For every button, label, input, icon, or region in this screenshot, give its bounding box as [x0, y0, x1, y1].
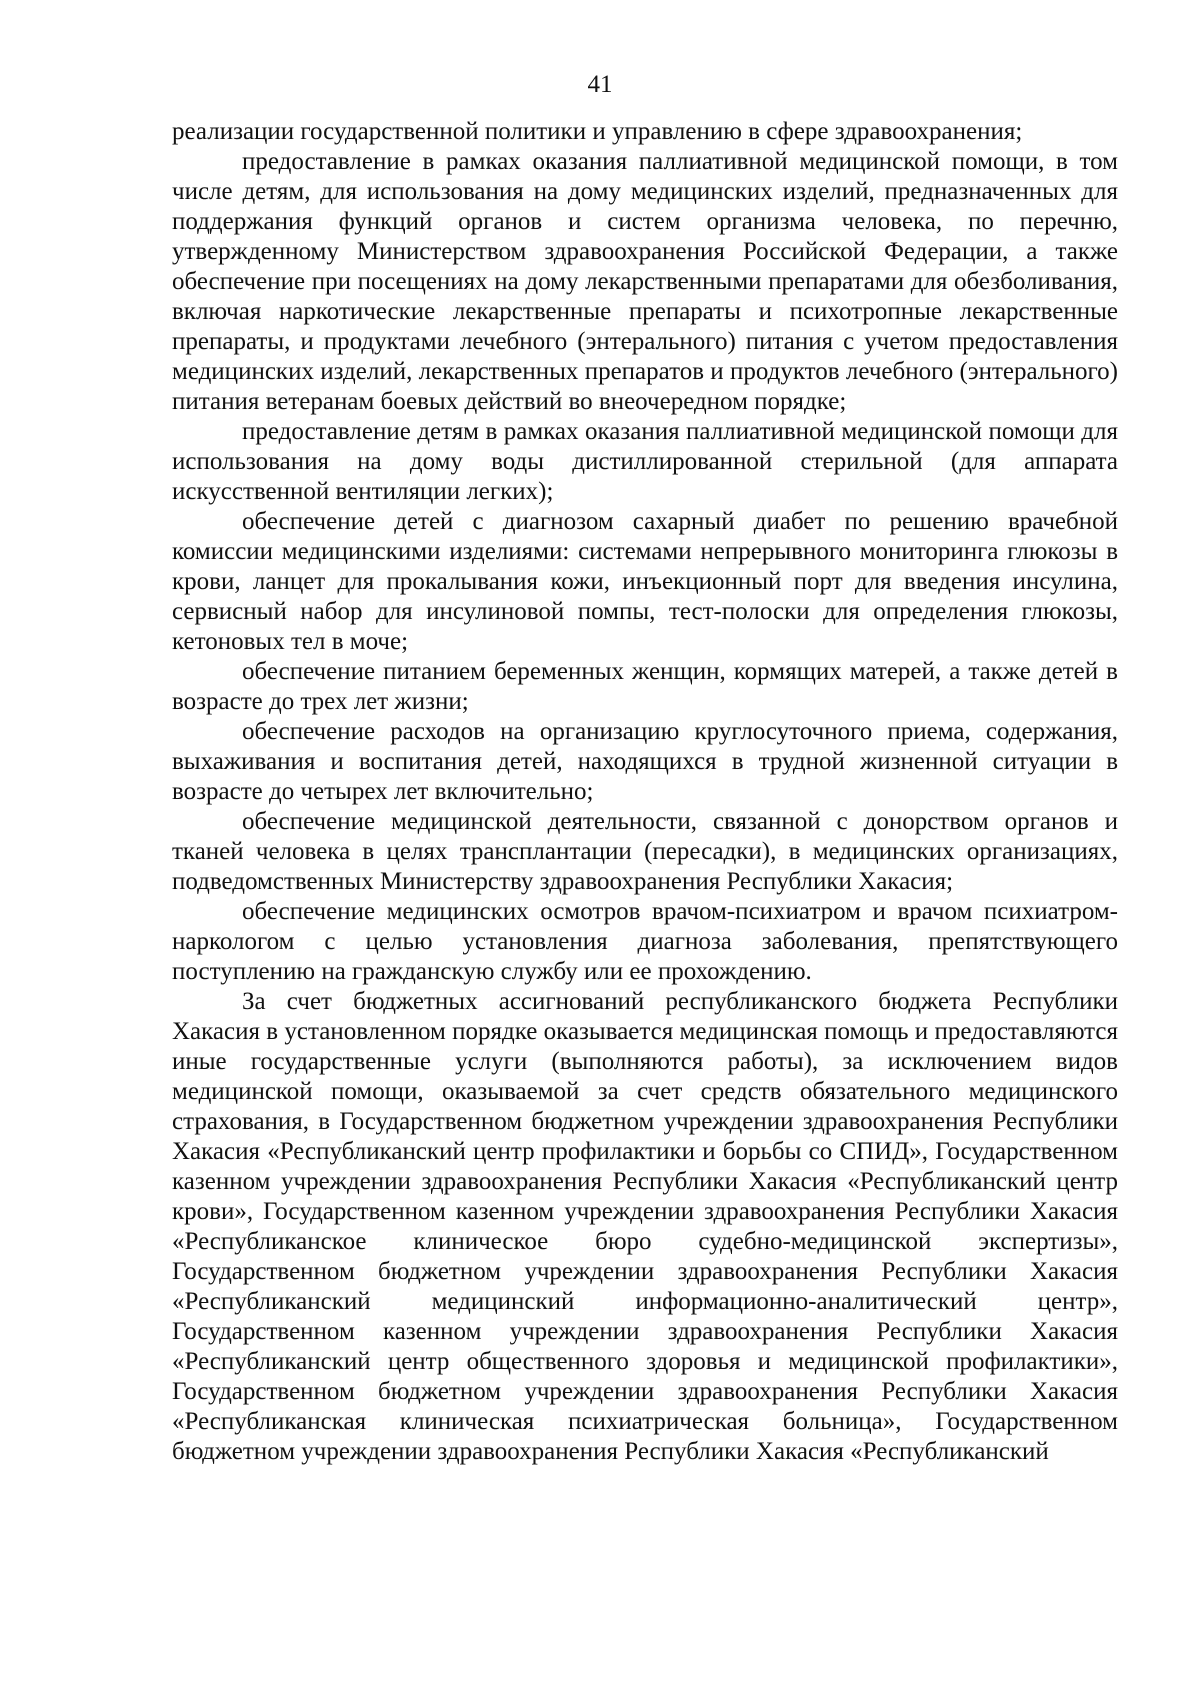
paragraph: обеспечение расходов на организацию круглосуточного приема, содержания, выхаживания и воспитания детей, находящихся в трудной жизненной ситуации в возрасте до четырех лет включительно; [172, 718, 1118, 805]
document-body [172, 117, 1118, 1467]
paragraph: реализации государственной политики и управлению в сфере здравоохранения; [172, 118, 1023, 145]
paragraph: обеспечение медицинских осмотров врачом-психиатром и врачом психиатром-наркологом с целью установления диагноза заболевания, препятствующего поступлению на гражданскую службу или ее прохождению. [172, 898, 1118, 985]
paragraph: обеспечение питанием беременных женщин, кормящих матерей, а также детей в возрасте до трех лет жизни; [172, 658, 1118, 715]
paragraph: предоставление детям в рамках оказания паллиативной медицинской помощи для использования на дому воды дистиллированной стерильной (для аппарата искусственной вентиляции легких); [172, 418, 1118, 505]
page-number: 41 [587, 71, 613, 98]
paragraph: обеспечение медицинской деятельности, связанной с донорством органов и тканей человека в целях трансплантации (пересадки), в медицинских организациях, подведомственных Министерству здравоохранения Республики Хакасия; [172, 808, 1118, 895]
paragraph: предоставление в рамках оказания паллиативной медицинской помощи, в том числе детям, для использования на дому медицинских изделий, предназначенных для поддержания функций органов и систем организма человека, по перечню, утвержденному Министерством здравоохранения Российской Федерации, а также обеспечение при посещениях на дому лекарственными препаратами для обезболивания, включая наркотические лекарственные препараты и психотропные лекарственные препараты, и продуктами лечебного (энтерального) питания с учетом предоставления медицинских изделий, лекарственных препаратов и продуктов лечебного (энтерального) питания ветеранам боевых действий во внеочередном порядке; [172, 148, 1118, 415]
paragraph: обеспечение детей с диагнозом сахарный диабет по решению врачебной комиссии медицинскими изделиями: системами непрерывного мониторинга глюкозы в крови, ланцет для прокалывания кожи, инъекционный порт для введения инсулина, сервисный набор для инсулиновой помпы, тест-полоски для определения глюкозы, кетоновых тел в моче; [172, 508, 1118, 655]
paragraph: За счет бюджетных ассигнований республиканского бюджета Республики Хакасия в установленном порядке оказывается медицинская помощь и предоставляются иные государственные услуги (выполняются работы), за исключением видов медицинской помощи, оказываемой за счет средств обязательного медицинского страхования, в Государственном бюджетном учреждении здравоохранения Республики Хакасия «Республиканский центр профилактики и борьбы со СПИД», Государственном казенном учреждении здравоохранения Республики Хакасия «Республиканский центр крови», Государственном казенном учреждении здравоохранения Республики Хакасия «Республиканское клиническое бюро судебно-медицинской экспертизы», Государственном бюджетном учреждении здравоохранения Республики Хакасия «Республиканский медицинский информационно-аналитический центр», Государственном казенном учреждении здравоохранения Республики Хакасия «Республиканский центр общественного здоровья и медицинской профилактики», Государственном бюджетном учреждении здравоохранения Республики Хакасия «Республиканская клиническая психиатрическая больница», Государственном бюджетном учреждении здравоохранения Республики Хакасия «Республиканский [172, 988, 1118, 1465]
